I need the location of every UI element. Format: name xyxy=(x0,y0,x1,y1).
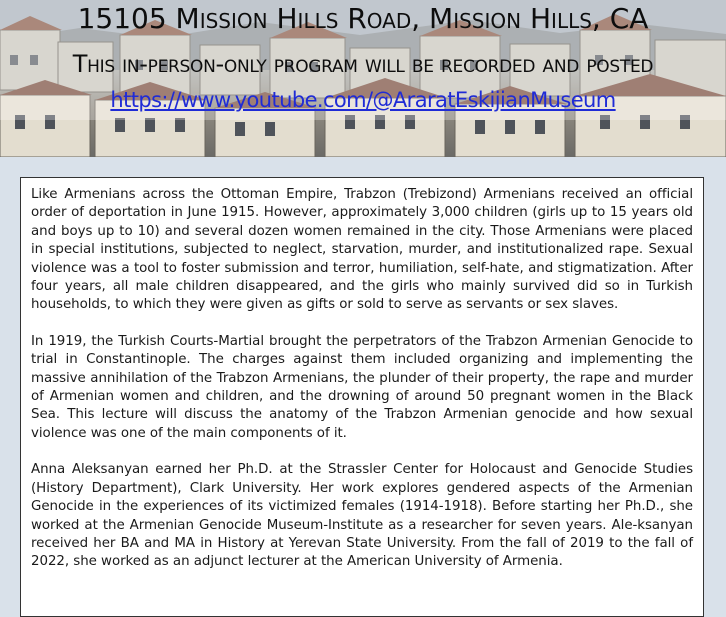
youtube-channel-link[interactable]: https://www.youtube.com/@AraratEskijianMuseum xyxy=(110,88,616,112)
speaker-bio-paragraph: Anna Aleksanyan earned her Ph.D. at the Strassler Center for Holocaust and Genocide Studies (History Department), Clark University. Her work explores gendered aspects of the Armenian Genocide in the experiences of its victimized females (1914-1918). Before starting her Ph.D., she worked at the Armenian Genocide Museum-Institute as a researcher for seven years. Ale-ksanyan received her BA and MA in History at Yerevan State University. From the fall of 2019 to the fall of 2022, she worked as an adjunct lecturer at the American University of Armenia. xyxy=(31,462,693,570)
description-paragraph-trial: In 1919, the Turkish Courts-Martial brought the perpetrators of the Trabzon Armenian Genocide to trial in Constantinople. The charges against them included organizing and implementing the massive annihilation of the Trabzon Armenians, the plunder of their property, the rape and murder of Armenian women and children, and the drowning of around 50 pregnant women in the Black Sea. This lecture will discuss the anatomy of the Trabzon Armenian genocide and how sexual violence was one of the main components of it. xyxy=(31,333,693,441)
header-banner xyxy=(0,0,726,157)
event-description-box xyxy=(20,177,704,617)
venue-address: 15105 Mission Hills Road, Mission Hills, CA xyxy=(77,2,649,35)
recording-notice: This in-person-only program will be recorded and posted xyxy=(72,50,654,78)
description-paragraph-history: Like Armenians across the Ottoman Empire, Trabzon (Trebizond) Armenians received an official order of deportation in June 1915. However, approximately 3,000 children (girls up to 15 years old and boys up to 10) and several dozen women remained in the city. Those Armenians were placed in special institutions, subjected to neglect, starvation, murder, and institutionalized rape. Sexual violence was a tool to foster submission and terror, humiliation, self-hate, and stigmatization. After four years, all male children disappeared, and the girls who mainly survived did so in Turkish households, to which they were given as gifts or sold to serve as servants or sex slaves. xyxy=(31,187,693,313)
